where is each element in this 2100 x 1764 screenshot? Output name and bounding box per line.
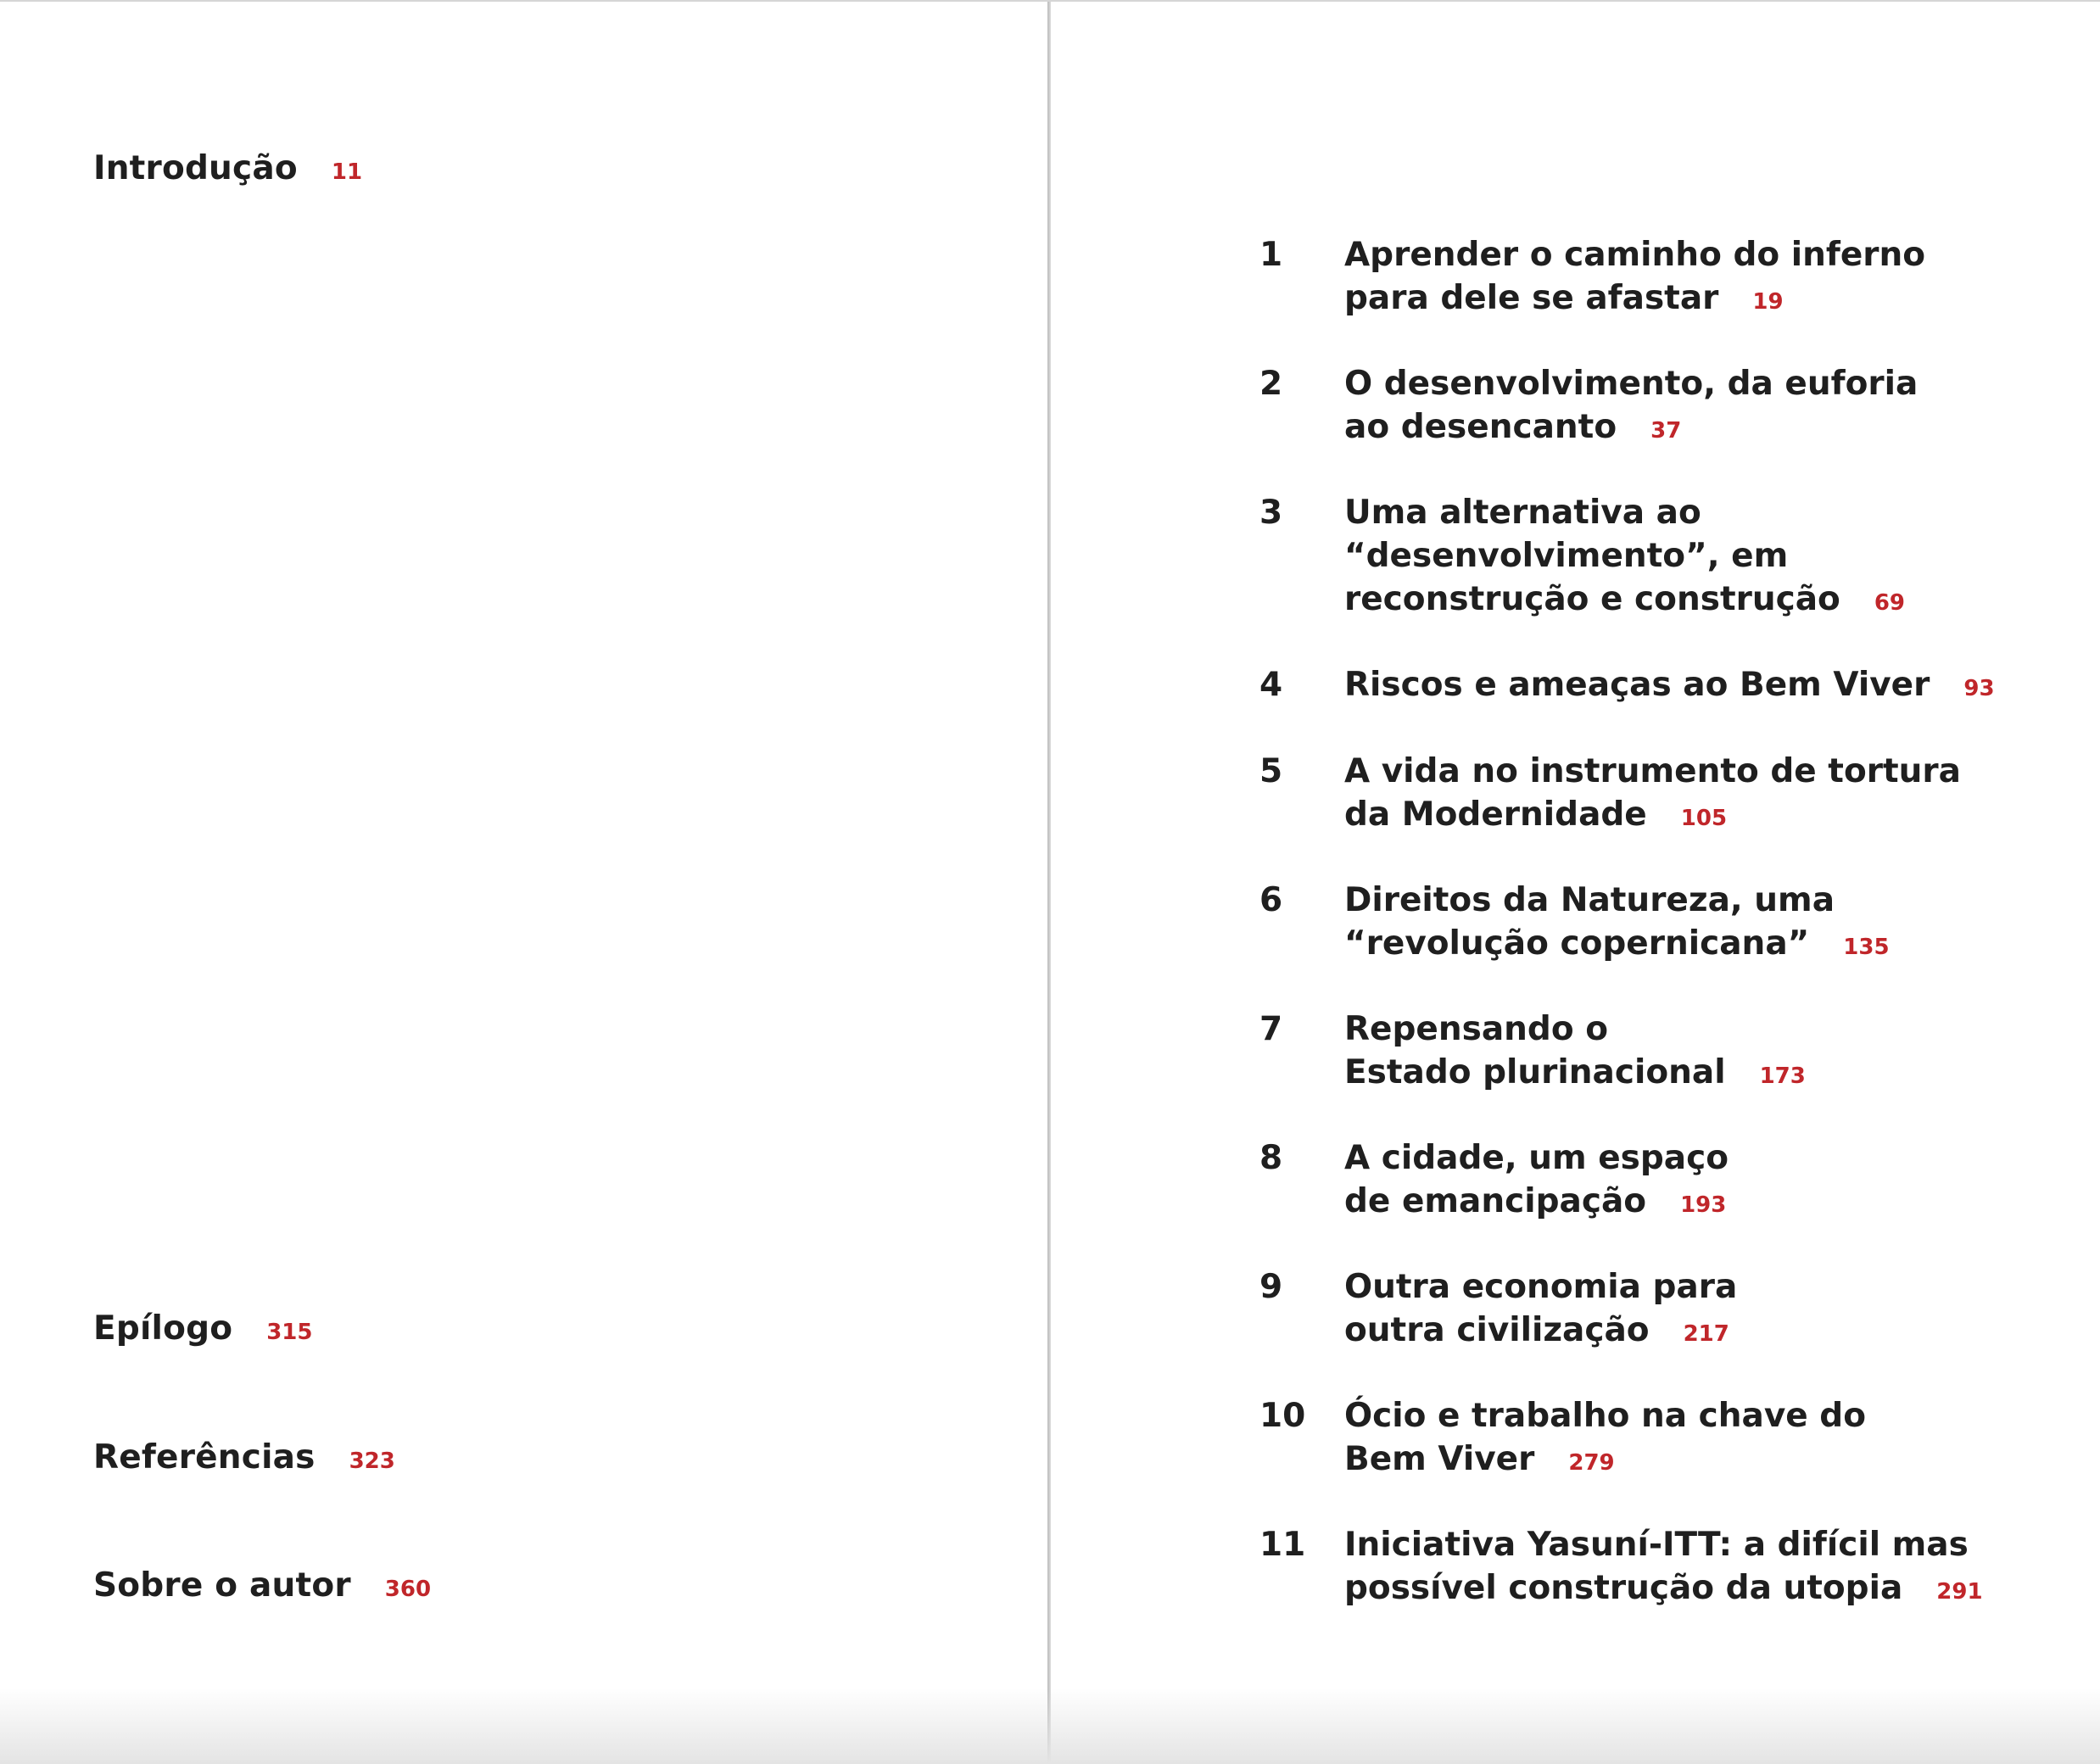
chapter-title: Ócio e trabalho na chave do Bem Viver — [1344, 1397, 1866, 1478]
chapter-title-block — [1344, 491, 2023, 625]
chapter-page-number: 173 — [1759, 1063, 1806, 1089]
chapter-title-block — [1344, 362, 2023, 453]
chapter-title-block — [1344, 233, 2023, 324]
chapter-title: Aprender o caminho do inferno para dele se afastar — [1344, 236, 1926, 317]
chapter-title: Direitos da Natureza, uma “revolução copernicana” — [1344, 881, 1835, 963]
toc-entry-title: Referências — [93, 1438, 316, 1477]
toc-entry-introducao[interactable] — [93, 148, 362, 196]
chapter-title: Uma alternativa ao “desenvolvimento”, em reconstrução e construção — [1344, 494, 1840, 618]
chapter-title-block — [1344, 663, 2023, 711]
chapter-page-number: 69 — [1874, 590, 1905, 616]
chapter-page-number: 37 — [1650, 418, 1682, 444]
chapter-number: 2 — [1259, 365, 1283, 403]
chapter-title-block — [1344, 1265, 2023, 1356]
chapter-page-number: 193 — [1680, 1192, 1727, 1218]
chapter-page-number: 105 — [1680, 806, 1728, 831]
chapter-title-block — [1344, 1394, 2023, 1485]
toc-entry-epilogo[interactable] — [93, 1308, 312, 1356]
chapter-title: Repensando o Estado plurinacional — [1344, 1010, 1726, 1091]
chapter-title: A vida no instrumento de tortura da Modernidade — [1344, 752, 1961, 834]
chapter-page-number: 217 — [1683, 1321, 1729, 1347]
chapter-number: 4 — [1259, 666, 1283, 704]
chapter-page-number: 19 — [1752, 289, 1784, 315]
toc-entry-title: Epílogo — [93, 1309, 233, 1348]
chapter-number: 10 — [1259, 1397, 1306, 1435]
bottom-page-shadow — [0, 1688, 2100, 1764]
chapter-title-block — [1344, 1523, 2023, 1614]
chapter-page-number: 135 — [1843, 935, 1890, 960]
chapter-number: 5 — [1259, 752, 1283, 790]
toc-page-number: 360 — [384, 1577, 432, 1602]
toc-entry-sobre-o-autor[interactable] — [93, 1565, 431, 1613]
toc-entry-title: Sobre o autor — [93, 1566, 351, 1605]
chapter-title: O desenvolvimento, da euforia ao desencanto — [1344, 365, 1918, 446]
toc-page-number: 315 — [266, 1320, 313, 1345]
chapter-title-block — [1344, 879, 2023, 969]
chapter-page-number: 93 — [1963, 676, 1995, 701]
toc-page-number: 323 — [349, 1449, 395, 1474]
toc-page-number: 11 — [331, 159, 363, 185]
chapter-title: Riscos e ameaças ao Bem Viver — [1344, 666, 1930, 704]
chapter-number: 6 — [1259, 881, 1283, 919]
toc-entry-referencias[interactable] — [93, 1437, 395, 1485]
chapter-title-block — [1344, 1136, 2023, 1227]
toc-entry-title: Introdução — [93, 149, 298, 187]
chapter-title: A cidade, um espaço de emancipação — [1344, 1139, 1729, 1220]
page-gutter — [1047, 2, 1051, 1764]
chapter-title: Iniciativa Yasuní-ITT: a difícil mas possível construção da utopia — [1344, 1526, 1969, 1607]
chapter-page-number: 279 — [1568, 1450, 1615, 1476]
chapter-title-block — [1344, 750, 2023, 840]
chapter-number: 3 — [1259, 494, 1283, 532]
chapter-number: 9 — [1259, 1268, 1283, 1306]
chapter-number: 11 — [1259, 1526, 1306, 1564]
chapter-title: Outra economia para outra civilização — [1344, 1268, 1738, 1349]
chapter-number: 7 — [1259, 1010, 1283, 1048]
chapter-number: 1 — [1259, 236, 1283, 274]
chapter-number: 8 — [1259, 1139, 1283, 1177]
chapter-title-block — [1344, 1008, 2023, 1098]
chapter-page-number: 291 — [1936, 1579, 1983, 1605]
